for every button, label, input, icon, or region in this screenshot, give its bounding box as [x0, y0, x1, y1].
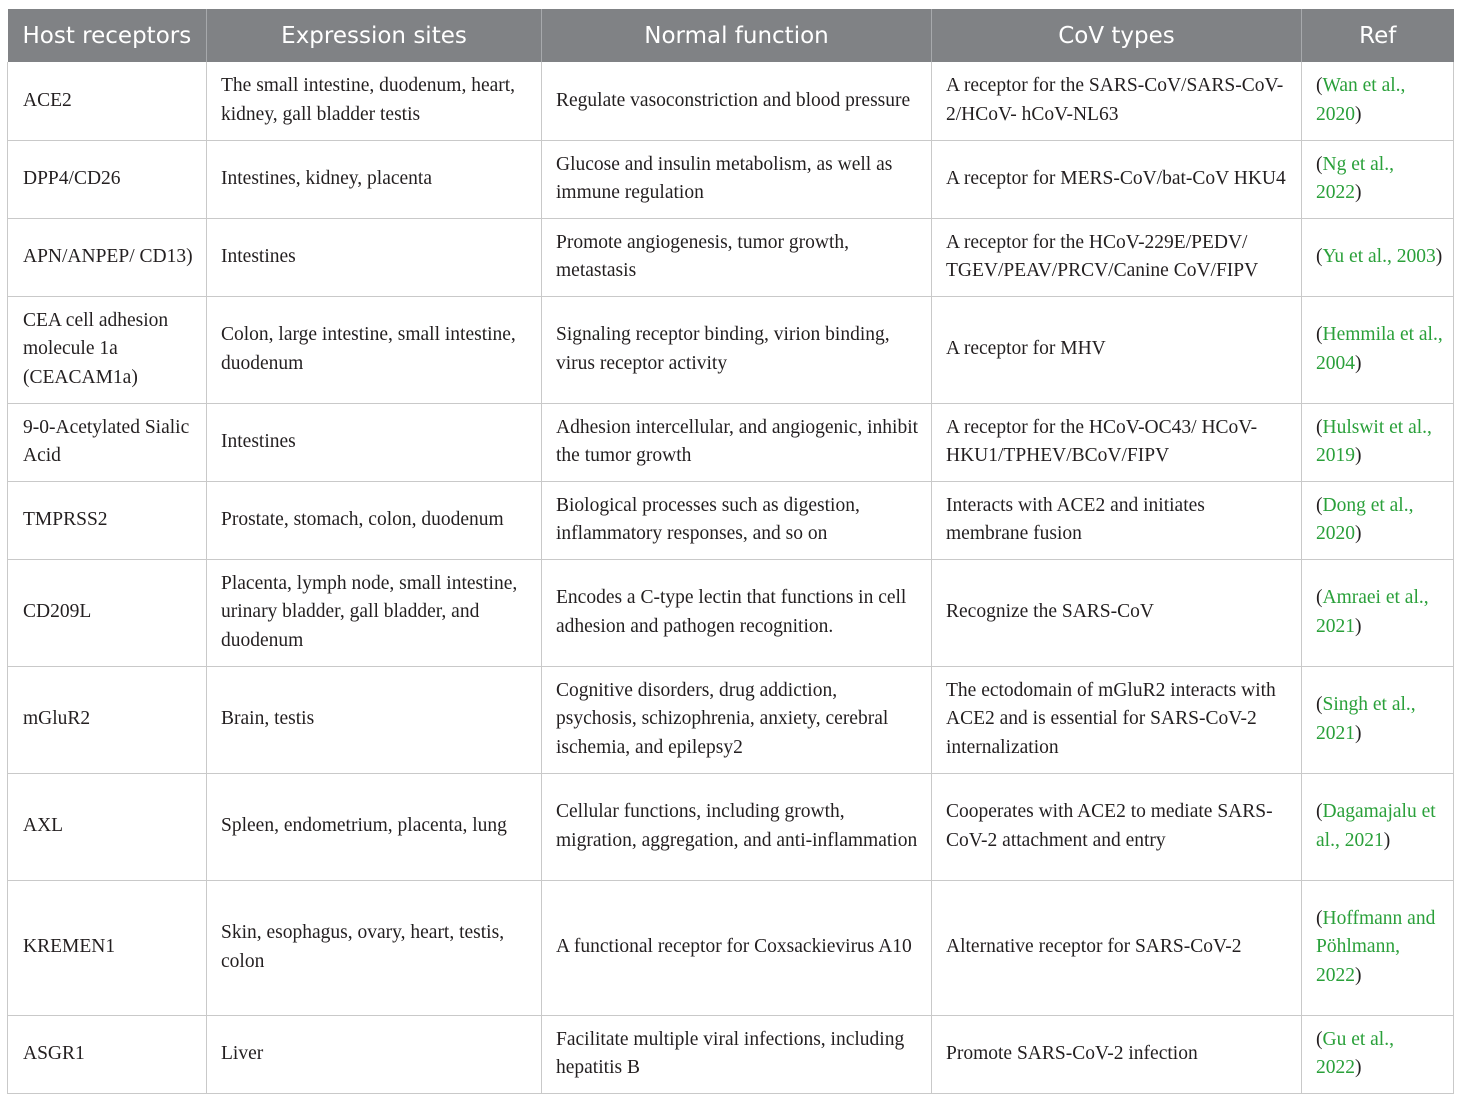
cell-normal-function: Promote angiogenesis, tumor growth, metastasis: [542, 218, 932, 296]
ref-link[interactable]: Hemmila et al., 2004: [1316, 324, 1443, 374]
header-normal-function: Normal function: [542, 9, 932, 62]
cell-receptor: 9-0-Acetylated Sialic Acid: [8, 403, 207, 481]
cell-cov-types: Interacts with ACE2 and initiates membrane fusion: [932, 481, 1302, 559]
cell-expression-sites: Liver: [207, 1015, 542, 1093]
cell-ref: (Hulswit et al., 2019): [1302, 403, 1454, 481]
cell-normal-function: Biological processes such as digestion, inflammatory responses, and so on: [542, 481, 932, 559]
cell-ref: (Gu et al., 2022): [1302, 1015, 1454, 1093]
table-row: [8, 559, 1454, 666]
ref-link[interactable]: Wan et al., 2020: [1316, 75, 1406, 125]
cell-normal-function: Regulate vasoconstriction and blood pressure: [542, 62, 932, 140]
table-row: [8, 218, 1454, 296]
ref-link[interactable]: Gu et al., 2022: [1316, 1028, 1394, 1078]
cell-ref: (Wan et al., 2020): [1302, 62, 1454, 140]
cell-cov-types: A receptor for the HCoV-229E/PEDV/ TGEV/PEAV/PRCV/Canine CoV/FIPV: [932, 218, 1302, 296]
table-row: [8, 403, 1454, 481]
cell-normal-function: Cellular functions, including growth, migration, aggregation, and anti-inflammation: [542, 773, 932, 880]
cell-expression-sites: Prostate, stomach, colon, duodenum: [207, 481, 542, 559]
cell-cov-types: Recognize the SARS-CoV: [932, 559, 1302, 666]
cell-receptor: APN/ANPEP/ CD13): [8, 218, 207, 296]
cell-cov-types: Cooperates with ACE2 to mediate SARS-CoV-2 attachment and entry: [932, 773, 1302, 880]
cell-expression-sites: Brain, testis: [207, 666, 542, 773]
table-row: [8, 1015, 1454, 1093]
cell-expression-sites: Intestines: [207, 403, 542, 481]
cell-receptor: DPP4/CD26: [8, 140, 207, 218]
ref-link[interactable]: Hoffmann and Pöhlmann, 2022: [1316, 907, 1436, 986]
cell-receptor: TMPRSS2: [8, 481, 207, 559]
cell-ref: (Hoffmann and Pöhlmann, 2022): [1302, 880, 1454, 1015]
table-row: [8, 140, 1454, 218]
cell-normal-function: Adhesion intercellular, and angiogenic, inhibit the tumor growth: [542, 403, 932, 481]
cell-receptor: AXL: [8, 773, 207, 880]
cell-ref: (Amraei et al., 2021): [1302, 559, 1454, 666]
ref-link[interactable]: Yu et al., 2003: [1322, 245, 1436, 267]
cell-normal-function: Cognitive disorders, drug addiction, psychosis, schizophrenia, anxiety, cerebral ischemia, and epilepsy2: [542, 666, 932, 773]
cell-receptor: KREMEN1: [8, 880, 207, 1015]
cell-expression-sites: Intestines: [207, 218, 542, 296]
header-row: [8, 9, 1454, 62]
cell-expression-sites: Colon, large intestine, small intestine, duodenum: [207, 296, 542, 403]
cell-receptor: CD209L: [8, 559, 207, 666]
ref-link[interactable]: Amraei et al., 2021: [1316, 587, 1429, 637]
cell-expression-sites: Placenta, lymph node, small intestine, urinary bladder, gall bladder, and duodenum: [207, 559, 542, 666]
table-row: [8, 62, 1454, 140]
cell-expression-sites: Spleen, endometrium, placenta, lung: [207, 773, 542, 880]
receptor-table: [7, 9, 1454, 1094]
cell-normal-function: Signaling receptor binding, virion binding, virus receptor activity: [542, 296, 932, 403]
ref-link[interactable]: Singh et al., 2021: [1316, 694, 1416, 744]
cell-cov-types: The ectodomain of mGluR2 interacts with ACE2 and is essential for SARS-CoV-2 internalization: [932, 666, 1302, 773]
cell-normal-function: Glucose and insulin metabolism, as well as immune regulation: [542, 140, 932, 218]
cell-cov-types: Promote SARS-CoV-2 infection: [932, 1015, 1302, 1093]
table-row: [8, 666, 1454, 773]
table-row: [8, 296, 1454, 403]
header-expression-sites: Expression sites: [207, 9, 542, 62]
cell-receptor: ASGR1: [8, 1015, 207, 1093]
cell-receptor: ACE2: [8, 62, 207, 140]
cell-normal-function: Encodes a C-type lectin that functions in cell adhesion and pathogen recognition.: [542, 559, 932, 666]
cell-cov-types: Alternative receptor for SARS-CoV-2: [932, 880, 1302, 1015]
cell-normal-function: A functional receptor for Coxsackievirus A10: [542, 880, 932, 1015]
cell-cov-types: A receptor for the SARS-CoV/SARS-CoV-2/HCoV- hCoV-NL63: [932, 62, 1302, 140]
table-header: [8, 9, 1454, 62]
header-host-receptors: Host receptors: [8, 9, 207, 62]
cell-cov-types: A receptor for MHV: [932, 296, 1302, 403]
cell-cov-types: A receptor for the HCoV-OC43/ HCoV-HKU1/TPHEV/BCoV/FIPV: [932, 403, 1302, 481]
table-row: [8, 773, 1454, 880]
cell-ref: (Hemmila et al., 2004): [1302, 296, 1454, 403]
cell-cov-types: A receptor for MERS-CoV/bat-CoV HKU4: [932, 140, 1302, 218]
cell-ref: (Yu et al., 2003): [1302, 218, 1454, 296]
header-ref: Ref: [1302, 9, 1454, 62]
cell-expression-sites: The small intestine, duodenum, heart, kidney, gall bladder testis: [207, 62, 542, 140]
ref-link[interactable]: Dagamajalu et al., 2021: [1316, 801, 1436, 851]
header-cov-types: CoV types: [932, 9, 1302, 62]
cell-ref: (Singh et al., 2021): [1302, 666, 1454, 773]
ref-link[interactable]: Hulswit et al., 2019: [1316, 416, 1432, 466]
table-body: [8, 62, 1454, 1093]
ref-link[interactable]: Ng et al., 2022: [1316, 153, 1394, 203]
table-row: [8, 481, 1454, 559]
cell-ref: (Dong et al., 2020): [1302, 481, 1454, 559]
cell-receptor: CEA cell adhesion molecule 1a (CEACAM1a): [8, 296, 207, 403]
cell-normal-function: Facilitate multiple viral infections, including hepatitis B: [542, 1015, 932, 1093]
cell-receptor: mGluR2: [8, 666, 207, 773]
cell-ref: (Dagamajalu et al., 2021): [1302, 773, 1454, 880]
cell-expression-sites: Intestines, kidney, placenta: [207, 140, 542, 218]
cell-ref: (Ng et al., 2022): [1302, 140, 1454, 218]
table-row: [8, 880, 1454, 1015]
ref-link[interactable]: Dong et al., 2020: [1316, 494, 1414, 544]
cell-expression-sites: Skin, esophagus, ovary, heart, testis, colon: [207, 880, 542, 1015]
